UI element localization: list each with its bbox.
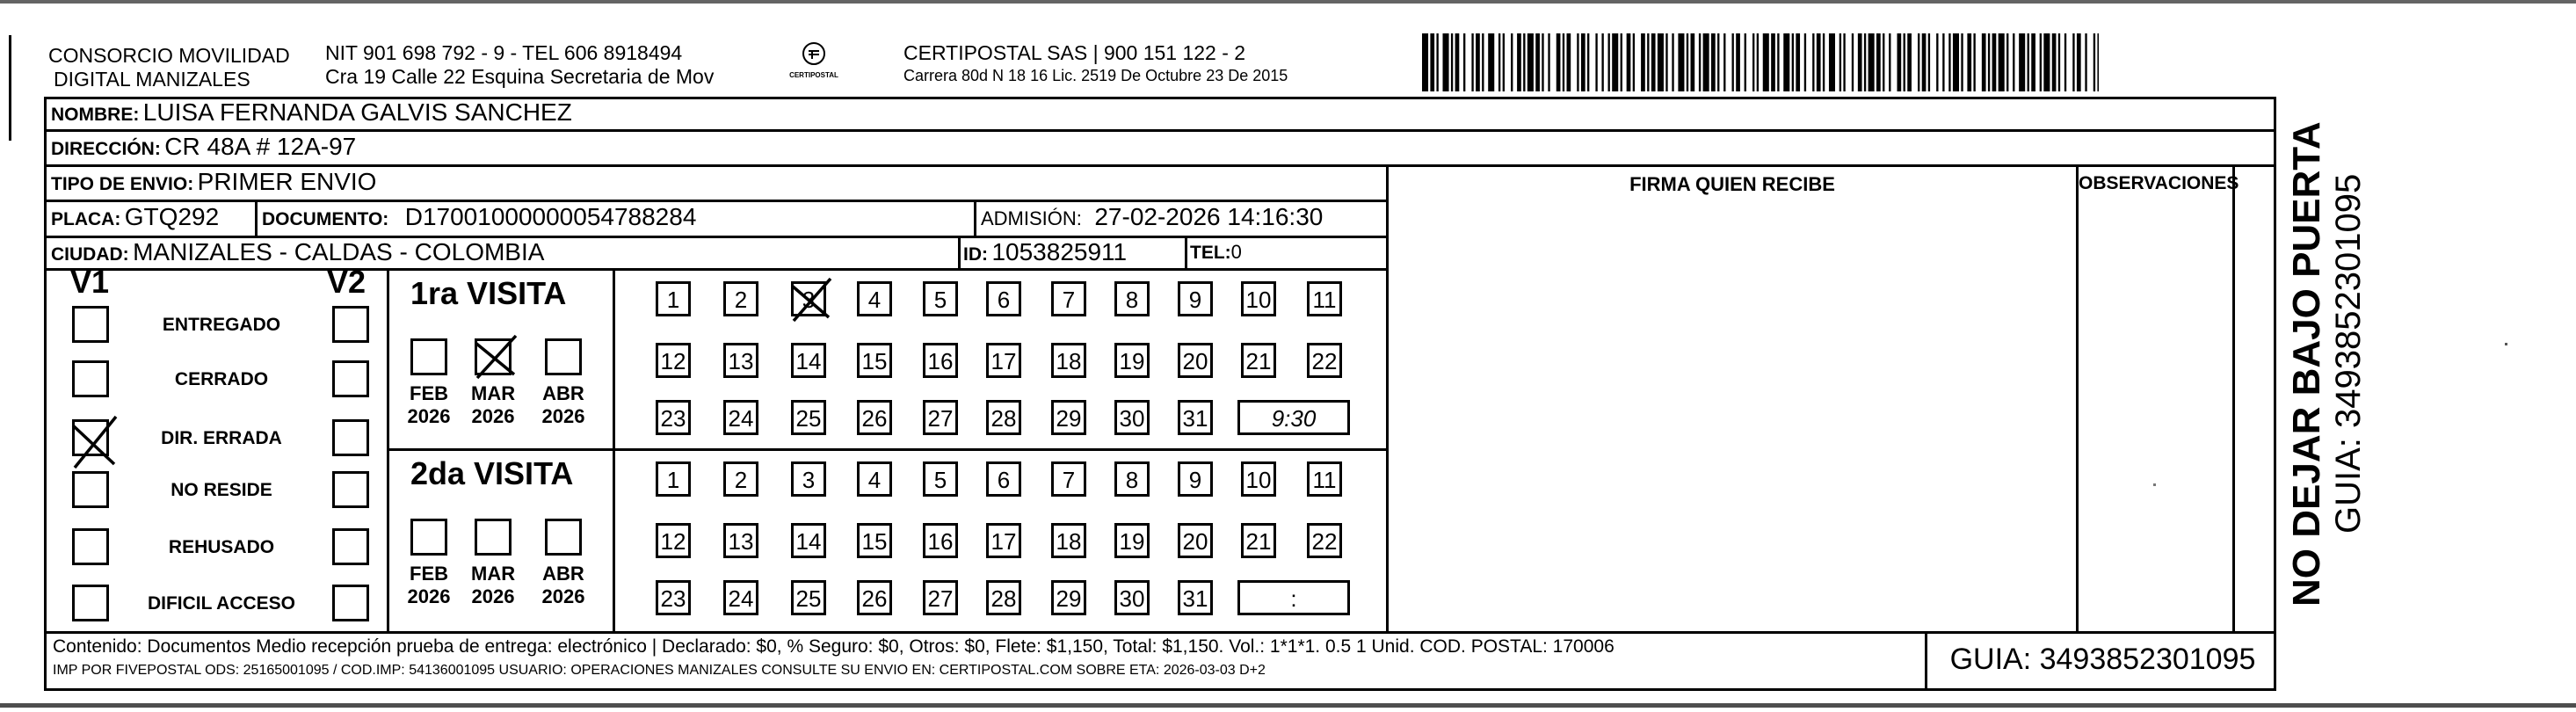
company-info	[325, 41, 714, 89]
barcode-bar	[1627, 33, 1631, 91]
certipostal-logo	[789, 40, 838, 79]
barcode-bar	[2013, 33, 2014, 91]
barcode-bar	[1918, 33, 1919, 91]
tipo-value: PRIMER ENVIO	[197, 168, 377, 195]
v1-checkbox-dir-errada[interactable]	[72, 419, 109, 456]
barcode-bar	[1904, 33, 1905, 91]
time-box[interactable]: :	[1237, 580, 1350, 615]
contenido-text: Contenido: Documentos Medio recepción prueba de entrega: electrónico | Declarado: $0, % Seguro: $0, Otros: $0, Flete: $1,150, Total: $1,150. Vol.: 1*1*1. 0.5 1 Unid. COD. POSTAL: 170006	[53, 636, 1615, 657]
v2-checkbox-cerrado[interactable]	[332, 360, 369, 397]
barcode-bar	[2058, 33, 2060, 91]
day-box-5[interactable]: 5	[923, 281, 958, 316]
day-box-10[interactable]: 10	[1241, 281, 1276, 316]
barcode-bar	[1876, 33, 1881, 91]
barcode-bar	[1752, 33, 1754, 91]
admision-label: ADMISIÓN:	[981, 207, 1082, 229]
tel-value: 0	[1230, 241, 1242, 263]
v1-checkbox-entregado[interactable]	[72, 306, 109, 343]
barcode-bar	[2043, 33, 2050, 91]
day-box-12[interactable]: 12	[656, 523, 691, 558]
v1-checkbox-cerrado[interactable]	[72, 360, 109, 397]
day-box-1[interactable]: 1	[656, 461, 691, 497]
day-box-22[interactable]: 22	[1307, 343, 1342, 378]
v1-checkbox-no-reside[interactable]	[72, 471, 109, 508]
day-box-9[interactable]: 9	[1178, 461, 1213, 497]
barcode-bar	[1436, 33, 1438, 91]
status-label-dificil-acceso: DIFICIL ACCESO	[147, 593, 295, 614]
day-box-11[interactable]: 11	[1307, 281, 1342, 316]
barcode-bar	[1961, 33, 1963, 91]
imp-text: IMP POR FIVEPOSTAL ODS: 25165001095 / COD.IMP: 54136001095 USUARIO: OPERACIONES MANIZALES CONSULTE SU ENVIO EN: CERTIPOSTAL.COM SOBRE ETA: 2026-03-03 D+2	[53, 663, 1266, 678]
guia-box-text: GUIA: 3493852301095	[1949, 643, 2256, 676]
barcode-bar	[1587, 33, 1589, 91]
ciudad-value: MANIZALES - CALDAS - COLOMBIA	[133, 238, 545, 265]
v2-checkbox-rehusado[interactable]	[332, 528, 369, 565]
barcode-bar	[1621, 33, 1622, 91]
barcode-bar	[1556, 33, 1561, 91]
month-checkbox-abr[interactable]	[545, 519, 582, 556]
barcode-bar	[1633, 33, 1635, 91]
day-box-17[interactable]: 17	[986, 523, 1021, 558]
day-box-13[interactable]: 13	[723, 343, 758, 378]
month-name: ABR	[542, 382, 584, 404]
barcode-bar	[2040, 33, 2042, 91]
nombre-row	[51, 98, 572, 127]
firma-header: FIRMA QUIEN RECIBE	[1629, 173, 1835, 195]
day-box-22[interactable]: 22	[1307, 523, 1342, 558]
barcode-bar	[1852, 33, 1854, 91]
barcode-bar	[1992, 33, 1997, 91]
barcode-bar	[1783, 33, 1789, 91]
month-checkbox-mar[interactable]	[475, 338, 512, 375]
barcode-graphic	[1422, 33, 2099, 91]
day-box-21[interactable]: 21	[1241, 343, 1276, 378]
day-box-23[interactable]: 23	[656, 580, 691, 615]
scan-left-mark	[9, 35, 11, 141]
barcode-bar	[1817, 33, 1821, 91]
day-box-15[interactable]: 15	[857, 343, 892, 378]
day-box-3[interactable]: 3	[791, 461, 826, 497]
barcode-bar	[1678, 33, 1684, 91]
barcode-bar	[1476, 33, 1480, 91]
documento-value: D17001000000054788284	[404, 203, 697, 230]
day-box-13[interactable]: 13	[723, 523, 758, 558]
barcode-bar	[1988, 33, 1990, 91]
scan-speck	[2153, 483, 2156, 486]
month-checkbox-abr[interactable]	[545, 338, 582, 375]
barcode-bar	[1581, 33, 1586, 91]
day-box-17[interactable]: 17	[986, 343, 1021, 378]
month-label	[471, 563, 515, 608]
barcode-bar	[1482, 33, 1484, 91]
barcode-bar	[2006, 33, 2008, 91]
day-box-25[interactable]: 25	[791, 580, 826, 615]
barcode-bar	[1567, 33, 1571, 91]
month-label	[407, 563, 451, 608]
no-dejar-text: NO DEJAR BAJO PUERTA	[2285, 121, 2328, 607]
barcode-bar	[1889, 33, 1890, 91]
day-box-6[interactable]: 6	[986, 461, 1021, 497]
id-value: 1053825911	[991, 238, 1128, 265]
certipostal-logo-icon	[801, 40, 827, 67]
side-guia-text: GUIA: 3493852301095	[2329, 173, 2368, 534]
day-box-25[interactable]: 25	[791, 400, 826, 435]
barcode-bar	[1777, 33, 1779, 91]
barcode-bar	[2019, 33, 2025, 91]
month-label	[541, 382, 585, 428]
day-box-26[interactable]: 26	[857, 400, 892, 435]
barcode-bar	[1641, 33, 1645, 91]
barcode-bar	[1723, 33, 1725, 91]
day-box-11[interactable]: 11	[1307, 461, 1342, 497]
barcode-bar	[1563, 33, 1564, 91]
day-box-8[interactable]: 8	[1114, 281, 1150, 316]
day-box-30[interactable]: 30	[1114, 400, 1150, 435]
time-box[interactable]: 9:30	[1237, 400, 1350, 435]
admision-value: 27-02-2026 14:16:30	[1094, 203, 1324, 230]
admision-cell	[981, 203, 1323, 231]
barcode-bar	[1699, 33, 1701, 91]
barcode-bar	[1732, 33, 1734, 91]
barcode-bar	[2072, 33, 2074, 91]
barcode-bar	[1535, 33, 1540, 91]
month-year: 2026	[541, 585, 585, 607]
barcode-bar	[2052, 33, 2057, 91]
status-label-entregado: ENTREGADO	[162, 315, 281, 335]
barcode-bar	[1517, 33, 1521, 91]
tel-label: TEL:	[1190, 243, 1231, 263]
barcode-bar	[1651, 33, 1656, 91]
barcode-bar	[1430, 33, 1434, 91]
scan-top-edge	[0, 0, 2576, 4]
company-line2: DIGITAL MANIZALES	[54, 68, 250, 91]
v1-header: V1	[70, 264, 110, 300]
barcode-bar	[1804, 33, 1806, 91]
v2-checkbox-entregado[interactable]	[332, 306, 369, 343]
day-box-19[interactable]: 19	[1114, 343, 1150, 378]
barcode-bar	[1922, 33, 1927, 91]
id-cell	[963, 238, 1127, 266]
placa-value: GTQ292	[124, 203, 220, 230]
certipostal-info	[903, 41, 1288, 86]
month-name: ABR	[542, 563, 584, 585]
barcode-bar	[2064, 33, 2066, 91]
day-box-21[interactable]: 21	[1241, 523, 1276, 558]
barcode-bar	[1711, 33, 1716, 91]
address-line: Cra 19 Calle 22 Esquina Secretaria de Mov	[325, 65, 715, 88]
barcode-bar	[1883, 33, 1884, 91]
barcode-bar	[1717, 33, 1719, 91]
status-label-no-reside: NO RESIDE	[171, 480, 272, 500]
barcode-bar	[2085, 33, 2086, 91]
day-box-30[interactable]: 30	[1114, 580, 1150, 615]
day-box-28[interactable]: 28	[986, 400, 1021, 435]
barcode-bar	[1608, 33, 1610, 91]
tipo-label: TIPO DE ENVIO:	[51, 174, 194, 194]
day-box-3[interactable]: 3	[791, 281, 826, 316]
barcode-bar	[2093, 33, 2095, 91]
day-box-18[interactable]: 18	[1051, 523, 1086, 558]
day-box-27[interactable]: 27	[923, 580, 958, 615]
direccion-row	[51, 133, 356, 161]
logo-text: CERTIPOSTAL	[789, 71, 838, 79]
v1-checkbox-rehusado[interactable]	[72, 528, 109, 565]
barcode-bar	[1745, 33, 1746, 91]
visit-title: 1ra VISITA	[410, 275, 567, 311]
v2-checkbox-dificil-acceso[interactable]	[332, 585, 369, 621]
barcode-bar	[1703, 33, 1709, 91]
barcode-bar	[1843, 33, 1845, 91]
ciudad-label: CIUDAD:	[51, 244, 129, 265]
month-year: 2026	[541, 405, 585, 427]
barcode-bar	[1763, 33, 1769, 91]
status-label-cerrado: CERRADO	[174, 369, 269, 389]
barcode-bar	[1999, 33, 2005, 91]
day-box-16[interactable]: 16	[923, 343, 958, 378]
ciudad-cell	[51, 238, 544, 266]
month-checkbox-feb[interactable]	[410, 519, 447, 556]
nombre-value: LUISA FERNANDA GALVIS SANCHEZ	[142, 98, 572, 126]
barcode-bar	[1471, 33, 1473, 91]
day-box-7[interactable]: 7	[1051, 281, 1086, 316]
barcode-bar	[1736, 33, 1740, 91]
barcode-bar	[1757, 33, 1759, 91]
day-box-24[interactable]: 24	[723, 400, 758, 435]
month-year: 2026	[407, 585, 451, 607]
day-box-31[interactable]: 31	[1178, 400, 1213, 435]
month-checkbox-feb[interactable]	[410, 338, 447, 375]
barcode-bar	[1687, 33, 1688, 91]
month-name: FEB	[410, 382, 448, 404]
barcode-bar	[1864, 33, 1866, 91]
barcode-bar	[1948, 33, 1950, 91]
barcode-bar	[1658, 33, 1664, 91]
barcode-bar	[1542, 33, 1543, 91]
barcode-bar	[1455, 33, 1460, 91]
barcode-bar	[1511, 33, 1513, 91]
day-box-4[interactable]: 4	[857, 461, 892, 497]
barcode-bar	[1942, 33, 1944, 91]
month-year: 2026	[407, 405, 451, 427]
nombre-label: NOMBRE:	[51, 105, 140, 125]
month-name: MAR	[471, 382, 516, 404]
tipo-row	[51, 168, 376, 196]
day-box-18[interactable]: 18	[1051, 343, 1086, 378]
barcode-bar	[1612, 33, 1618, 91]
barcode-bar	[1595, 33, 1597, 91]
barcode-bar	[1527, 33, 1534, 91]
barcode-bar	[1858, 33, 1862, 91]
documento-label: DOCUMENTO:	[262, 209, 389, 229]
day-box-28[interactable]: 28	[986, 580, 1021, 615]
barcode-bar	[1771, 33, 1775, 91]
day-box-26[interactable]: 26	[857, 580, 892, 615]
barcode-bar	[1907, 33, 1912, 91]
barcode-bar	[1812, 33, 1814, 91]
barcode-bar	[1829, 33, 1835, 91]
nit-line: NIT 901 698 792 - 9 - TEL 606 8918494	[325, 41, 683, 64]
handwritten-x-mark	[69, 415, 118, 468]
direccion-label: DIRECCIÓN:	[51, 139, 161, 159]
day-box-7[interactable]: 7	[1051, 461, 1086, 497]
day-box-16[interactable]: 16	[923, 523, 958, 558]
day-box-31[interactable]: 31	[1178, 580, 1213, 615]
barcode-bar	[1503, 33, 1505, 91]
barcode-bar	[2077, 33, 2081, 91]
barcode-bar	[1672, 33, 1673, 91]
status-label-rehusado: REHUSADO	[168, 537, 275, 557]
day-box-2[interactable]: 2	[723, 281, 758, 316]
barcode-bar	[1967, 33, 1971, 91]
v2-header: V2	[327, 264, 366, 300]
placa-label: PLACA:	[51, 209, 121, 229]
day-box-4[interactable]: 4	[857, 281, 892, 316]
day-box-9[interactable]: 9	[1178, 281, 1213, 316]
barcode-bar	[1928, 33, 1930, 91]
day-box-27[interactable]: 27	[923, 400, 958, 435]
documento-cell	[262, 203, 696, 231]
month-year: 2026	[471, 585, 515, 607]
month-label	[471, 382, 515, 428]
v2-checkbox-dir-errada[interactable]	[332, 419, 369, 456]
month-name: FEB	[410, 563, 448, 585]
day-box-20[interactable]: 20	[1178, 523, 1213, 558]
barcode-bar	[1488, 33, 1494, 91]
barcode-bar	[1601, 33, 1603, 91]
observaciones-header: OBSERVACIONES	[2079, 173, 2239, 193]
barcode-bar	[1869, 33, 1875, 91]
day-box-29[interactable]: 29	[1051, 400, 1086, 435]
handwritten-x-mark	[788, 277, 832, 321]
day-box-12[interactable]: 12	[656, 343, 691, 378]
barcode-bar	[1523, 33, 1525, 91]
placa-cell	[51, 203, 219, 231]
barcode-bar	[1839, 33, 1841, 91]
day-box-8[interactable]: 8	[1114, 461, 1150, 497]
barcode-bar	[1422, 33, 1428, 91]
barcode-bar	[1898, 33, 1902, 91]
barcode	[1422, 33, 2099, 91]
barcode-bar	[1792, 33, 1794, 91]
barcode-bar	[1823, 33, 1825, 91]
company-name	[48, 44, 290, 91]
month-name: MAR	[471, 563, 516, 585]
status-label-dir-errada: DIR. ERRADA	[161, 428, 282, 448]
barcode-bar	[1796, 33, 1800, 91]
barcode-bar	[1936, 33, 1938, 91]
month-checkbox-mar[interactable]	[475, 519, 512, 556]
company-line1: CONSORCIO MOVILIDAD	[48, 44, 290, 67]
day-box-2[interactable]: 2	[723, 461, 758, 497]
barcode-bar	[1548, 33, 1549, 91]
barcode-bar	[1665, 33, 1667, 91]
scan-speck	[2505, 343, 2507, 345]
barcode-bar	[2097, 33, 2099, 91]
day-box-20[interactable]: 20	[1178, 343, 1213, 378]
barcode-bar	[1973, 33, 1975, 91]
scan-bottom-edge	[0, 703, 2576, 708]
day-box-29[interactable]: 29	[1051, 580, 1086, 615]
day-box-6[interactable]: 6	[986, 281, 1021, 316]
month-label	[407, 382, 451, 428]
day-box-14[interactable]: 14	[791, 523, 826, 558]
barcode-bar	[1451, 33, 1453, 91]
barcode-bar	[1691, 33, 1695, 91]
day-box-19[interactable]: 19	[1114, 523, 1150, 558]
handwritten-x-mark	[472, 334, 518, 378]
day-box-23[interactable]: 23	[656, 400, 691, 435]
v2-checkbox-no-reside[interactable]	[332, 471, 369, 508]
visit-title: 2da VISITA	[410, 455, 574, 491]
day-box-10[interactable]: 10	[1241, 461, 1276, 497]
barcode-bar	[1647, 33, 1649, 91]
day-box-5[interactable]: 5	[923, 461, 958, 497]
tel-cell	[1190, 241, 1242, 264]
day-box-1[interactable]: 1	[656, 281, 691, 316]
direccion-value: CR 48A # 12A-97	[164, 133, 357, 160]
v1-checkbox-dificil-acceso[interactable]	[72, 585, 109, 621]
day-box-15[interactable]: 15	[857, 523, 892, 558]
barcode-bar	[1577, 33, 1578, 91]
license-line: Carrera 80d N 18 16 Lic. 2519 De Octubre 23 De 2015	[903, 67, 1288, 84]
barcode-bar	[2031, 33, 2035, 91]
barcode-bar	[1498, 33, 1500, 91]
month-year: 2026	[471, 405, 515, 427]
barcode-bar	[1443, 33, 1449, 91]
barcode-bar	[1463, 33, 1465, 91]
certipostal-line: CERTIPOSTAL SAS | 900 151 122 - 2	[903, 41, 1246, 64]
day-box-14[interactable]: 14	[791, 343, 826, 378]
barcode-bar	[1953, 33, 1959, 91]
id-label: ID:	[963, 244, 988, 265]
day-box-24[interactable]: 24	[723, 580, 758, 615]
barcode-bar	[1982, 33, 1986, 91]
month-label	[541, 563, 585, 608]
barcode-bar	[2028, 33, 2029, 91]
